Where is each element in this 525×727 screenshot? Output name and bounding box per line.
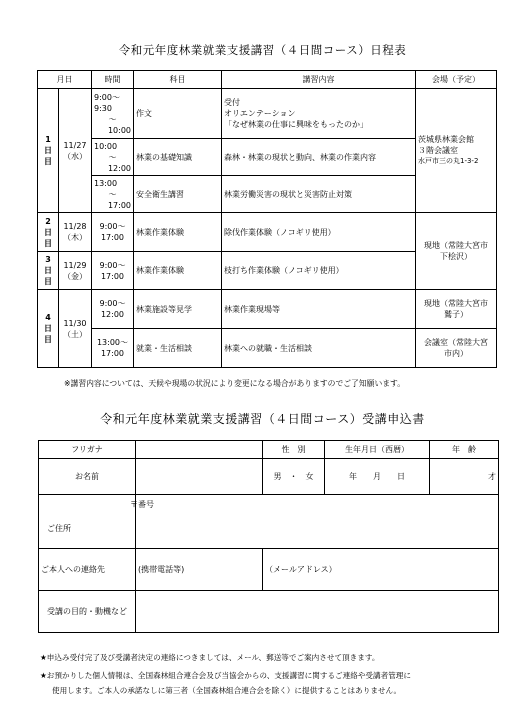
footnote-1: ★申込み受付完了及び受講者決定の連絡につきましては、メール、郵送等でご案内させて頂きます。 (40, 653, 380, 662)
day3-content: 枝打ち作業体験（ノコギリ使用） (222, 252, 416, 290)
day3-time: 9:00～ 17:00 (92, 252, 134, 290)
day4-date: 11/30 （土） (59, 290, 92, 368)
footnote-3: 使用します。ご本人の承諾なしに第三者（全国森林組合連合会を除く）に提供することはありません。 (52, 686, 402, 695)
day1-number: 1 日 目 (38, 89, 59, 213)
day4-subject-2: 就業・生活相談 (134, 329, 222, 368)
day1-time-1: 9:00～ 9:30 ～ 10:00 (92, 89, 134, 139)
gender-options[interactable]: 男 ・ 女 (263, 459, 325, 495)
table-row (39, 549, 499, 591)
day1-date: 11/27 （水） (59, 89, 92, 213)
application-title: 令和元年度林業就業支援講習（４日間コース）受講申込書 (100, 412, 425, 426)
address-label: ご住所 (39, 495, 136, 549)
day2-number: 2 日 目 (38, 213, 59, 252)
phone-hint: (携帯電話等) (138, 565, 185, 574)
schedule-table (37, 70, 497, 368)
gender-label: 性 別 (263, 441, 325, 459)
table-row (39, 459, 499, 495)
day1-subject-2: 林業の基礎知識 (134, 139, 222, 176)
day2-subject: 林業作業体験 (134, 213, 222, 252)
header-date: 月日 (38, 71, 92, 89)
header-content: 講習内容 (222, 71, 416, 89)
day1-venue: 茨城県林業会館 ３階会議室 水戸市三の丸1-3-2 (416, 89, 497, 213)
age-label: 年 齢 (430, 441, 499, 459)
table-row (39, 495, 499, 549)
name-label: お名前 (39, 459, 136, 495)
schedule-header-row (38, 71, 497, 89)
day1-subject-3: 安全衛生講習 (134, 176, 222, 213)
birthdate-label: 生年月日（西暦） (325, 441, 430, 459)
contact-label: ご本人への連絡先 (39, 549, 136, 591)
day1-content-1: 受付 オリエンテーション 「なぜ林業の仕事に興味をもったのか」 (222, 89, 416, 139)
day3-date: 11/29 （金） (59, 252, 92, 290)
day1-time-3: 13:00 ～ 17:00 (92, 176, 134, 213)
header-time: 時間 (92, 71, 134, 89)
day2-date: 11/28 （木） (59, 213, 92, 252)
table-row (39, 441, 499, 459)
postal-label: 〒番号 (130, 500, 154, 509)
day4-content-2: 林業への就職・生活相談 (222, 329, 416, 368)
schedule-title: 令和元年度林業就業支援講習（４日間コース）日程表 (118, 43, 407, 57)
table-row (38, 213, 497, 252)
day4-number: 4 日 目 (38, 290, 59, 368)
header-subject: 科目 (134, 71, 222, 89)
day2-time: 9:00～ 17:00 (92, 213, 134, 252)
address-field[interactable] (130, 495, 499, 549)
name-field[interactable] (136, 459, 263, 495)
purpose-field[interactable] (136, 591, 499, 633)
day4-time-2: 13:00～ 17:00 (92, 329, 134, 368)
day1-subject-1: 作文 (134, 89, 222, 139)
table-row (38, 89, 497, 139)
day4-time-1: 9:00～ 12:00 (92, 290, 134, 329)
day1-content-3: 林業労働災害の現状と災害防止対策 (222, 176, 416, 213)
day4-venue-1: 現地（常陸大宮市 鷲子） (416, 290, 497, 329)
header-venue: 会場（予定） (416, 71, 497, 89)
day1-time-2: 10:00 ～ 12:00 (92, 139, 134, 176)
email-hint: （メールアドレス） (265, 565, 337, 574)
table-row (38, 329, 497, 368)
day3-number: 3 日 目 (38, 252, 59, 290)
schedule-note: ※講習内容については、天候や現場の状況により変更になる場合がありますのでご了知願います。 (64, 379, 406, 388)
day4-venue-2: 会議室（常陸大宮 市内） (416, 329, 497, 368)
age-field[interactable]: 才 (430, 459, 499, 495)
purpose-label: 受講の目的・動機など (39, 591, 136, 633)
birthdate-field[interactable]: 年 月 日 (325, 459, 430, 495)
phone-field[interactable] (136, 549, 263, 591)
day4-subject-1: 林業施設等見学 (134, 290, 222, 329)
table-row (39, 591, 499, 633)
footnote-2: ★お預かりした個人情報は、全国森林組合連合会及び当協会からの、支援講習に関するご連絡や受講者管理に (40, 671, 411, 680)
day2-content: 除伐作業体験（ノコギリ使用） (222, 213, 416, 252)
day23-venue: 現地（常陸大宮市 下桧沢） (416, 213, 497, 290)
furigana-field[interactable] (136, 441, 263, 459)
furigana-label: フリガナ (39, 441, 136, 459)
day4-content-1: 林業作業現場等 (222, 290, 416, 329)
application-form (38, 440, 499, 633)
email-field[interactable] (263, 549, 499, 591)
table-row (38, 290, 497, 329)
day3-subject: 林業作業体験 (134, 252, 222, 290)
day1-content-2: 森林・林業の現状と動向、林業の作業内容 (222, 139, 416, 176)
